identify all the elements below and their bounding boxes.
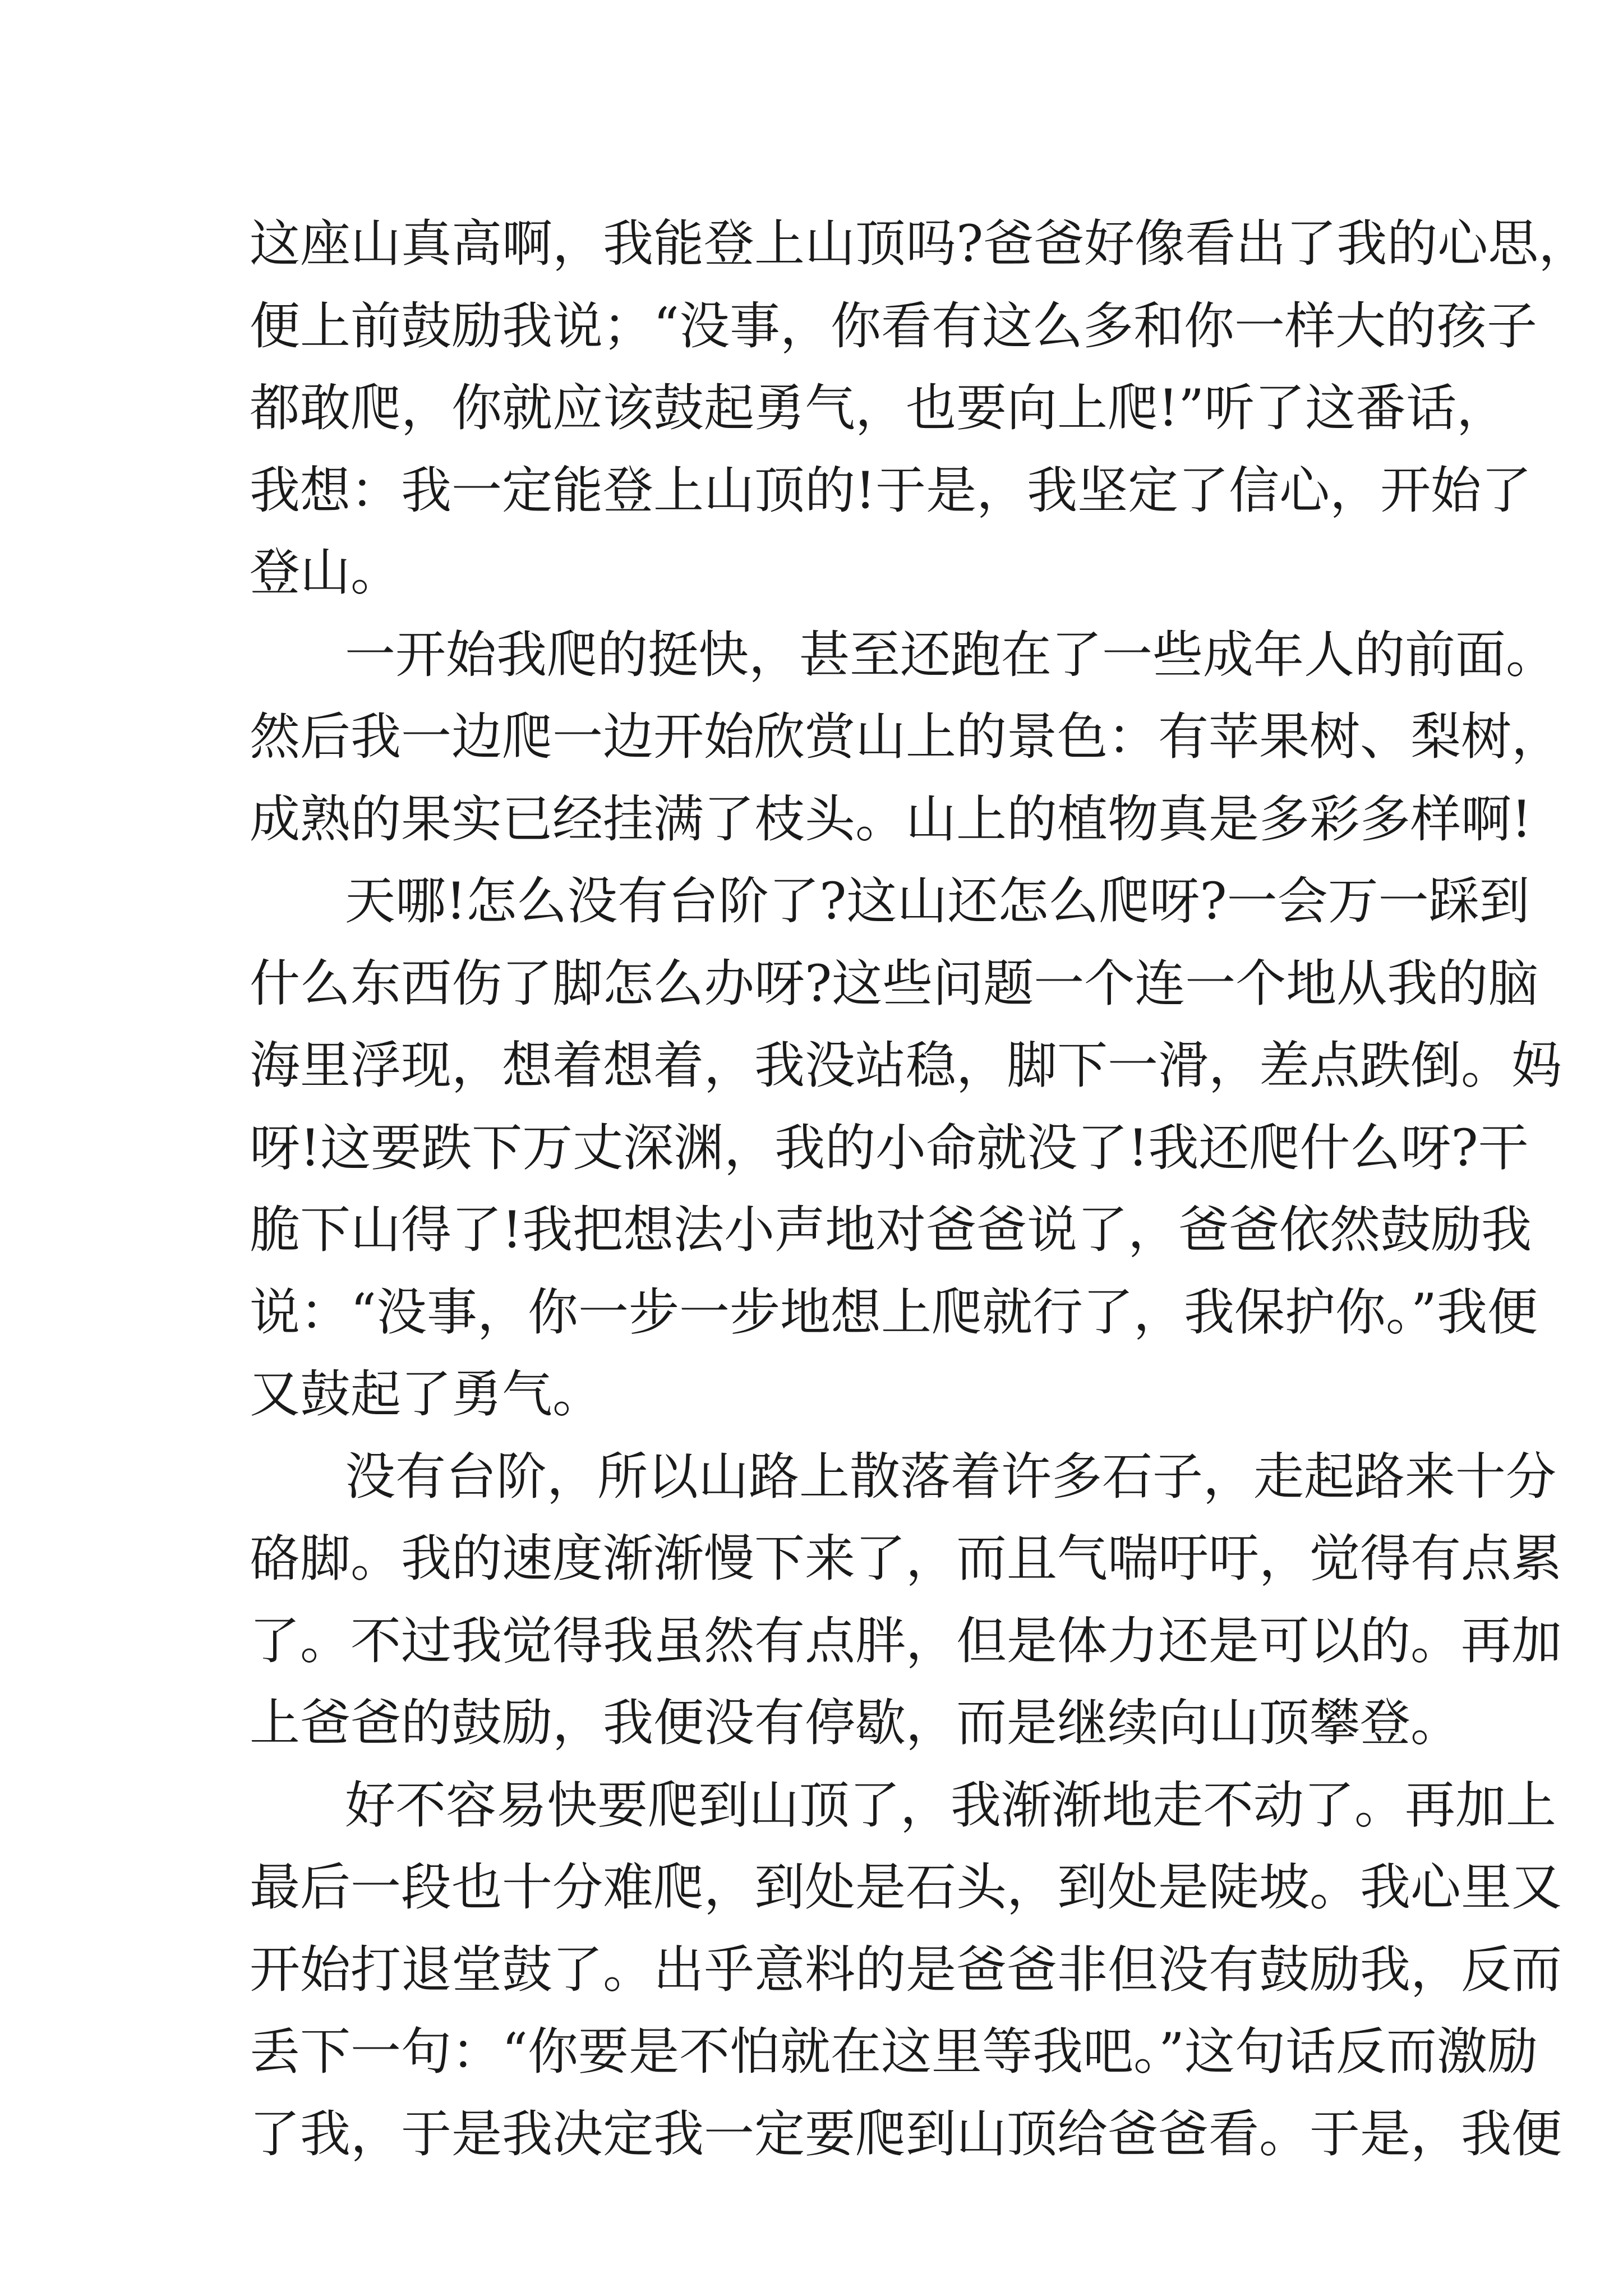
text-line: 又鼓起了勇气。 — [250, 1365, 603, 1424]
text-line: 呀!这要跌下万丈深渊，我的小命就没了!我还爬什么呀?干 — [250, 1118, 1529, 1177]
text-line: 登山。 — [250, 543, 401, 602]
text-line: 硌脚。我的速度渐渐慢下来了，而且气喘吁吁，觉得有点累 — [250, 1529, 1562, 1588]
text-line: 成熟的果实已经挂满了枝头。山上的植物真是多彩多样啊! — [250, 789, 1532, 849]
text-line: 上爸爸的鼓励，我便没有停歇，而是继续向山顶攀登。 — [250, 1694, 1461, 1752]
text-line: 开始打退堂鼓了。出乎意料的是爸爸非但没有鼓励我，反而 — [250, 1940, 1562, 1999]
text-line: 了。不过我觉得我虽然有点胖，但是体力还是可以的。再加 — [250, 1611, 1562, 1671]
text-line: 脆下山得了!我把想法小声地对爸爸说了，爸爸依然鼓励我 — [250, 1200, 1532, 1259]
text-line: 丢下一句：“你要是不怕就在这里等我吧。”这句话反而激励 — [250, 2022, 1538, 2081]
text-line: 都敢爬，你就应该鼓起勇气，也要向上爬!”听了这番话， — [250, 379, 1507, 438]
text-line: 这座山真高啊，我能登上山顶吗?爸爸好像看出了我的心思， — [250, 214, 1589, 273]
text-line: 说：“没事，你一步一步地想上爬就行了，我保护你。”我便 — [250, 1282, 1538, 1342]
text-line: 然后我一边爬一边开始欣赏山上的景色：有苹果树、梨树， — [250, 707, 1562, 766]
text-line: 好不容易快要爬到山顶了，我渐渐地走不动了。再加上 — [345, 1775, 1556, 1835]
text-line: 了我，于是我决定我一定要爬到山顶给爸爸看。于是，我便 — [250, 2104, 1562, 2164]
text-line: 便上前鼓励我说；“没事，你看有这么多和你一样大的孩子 — [250, 296, 1538, 356]
essay-body — [250, 203, 1589, 2175]
text-line: 什么东西伤了脚怎么办呀?这些问题一个连一个地从我的脑 — [250, 954, 1539, 1013]
text-line: 没有台阶，所以山路上散落着许多石子，走起路来十分 — [345, 1447, 1556, 1506]
text-line: 一开始我爬的挺快，甚至还跑在了一些成年人的前面。 — [345, 625, 1556, 684]
text-line: 天哪!怎么没有台阶了?这山还怎么爬呀?一会万一踩到 — [345, 872, 1530, 931]
text-line: 海里浮现，想着想着，我没站稳，脚下一滑，差点跌倒。妈 — [250, 1036, 1562, 1095]
text-line: 最后一段也十分难爬，到处是石头，到处是陡坡。我心里又 — [250, 1858, 1562, 1917]
text-line: 我想：我一定能登上山顶的!于是，我坚定了信心，开始了 — [250, 461, 1532, 520]
